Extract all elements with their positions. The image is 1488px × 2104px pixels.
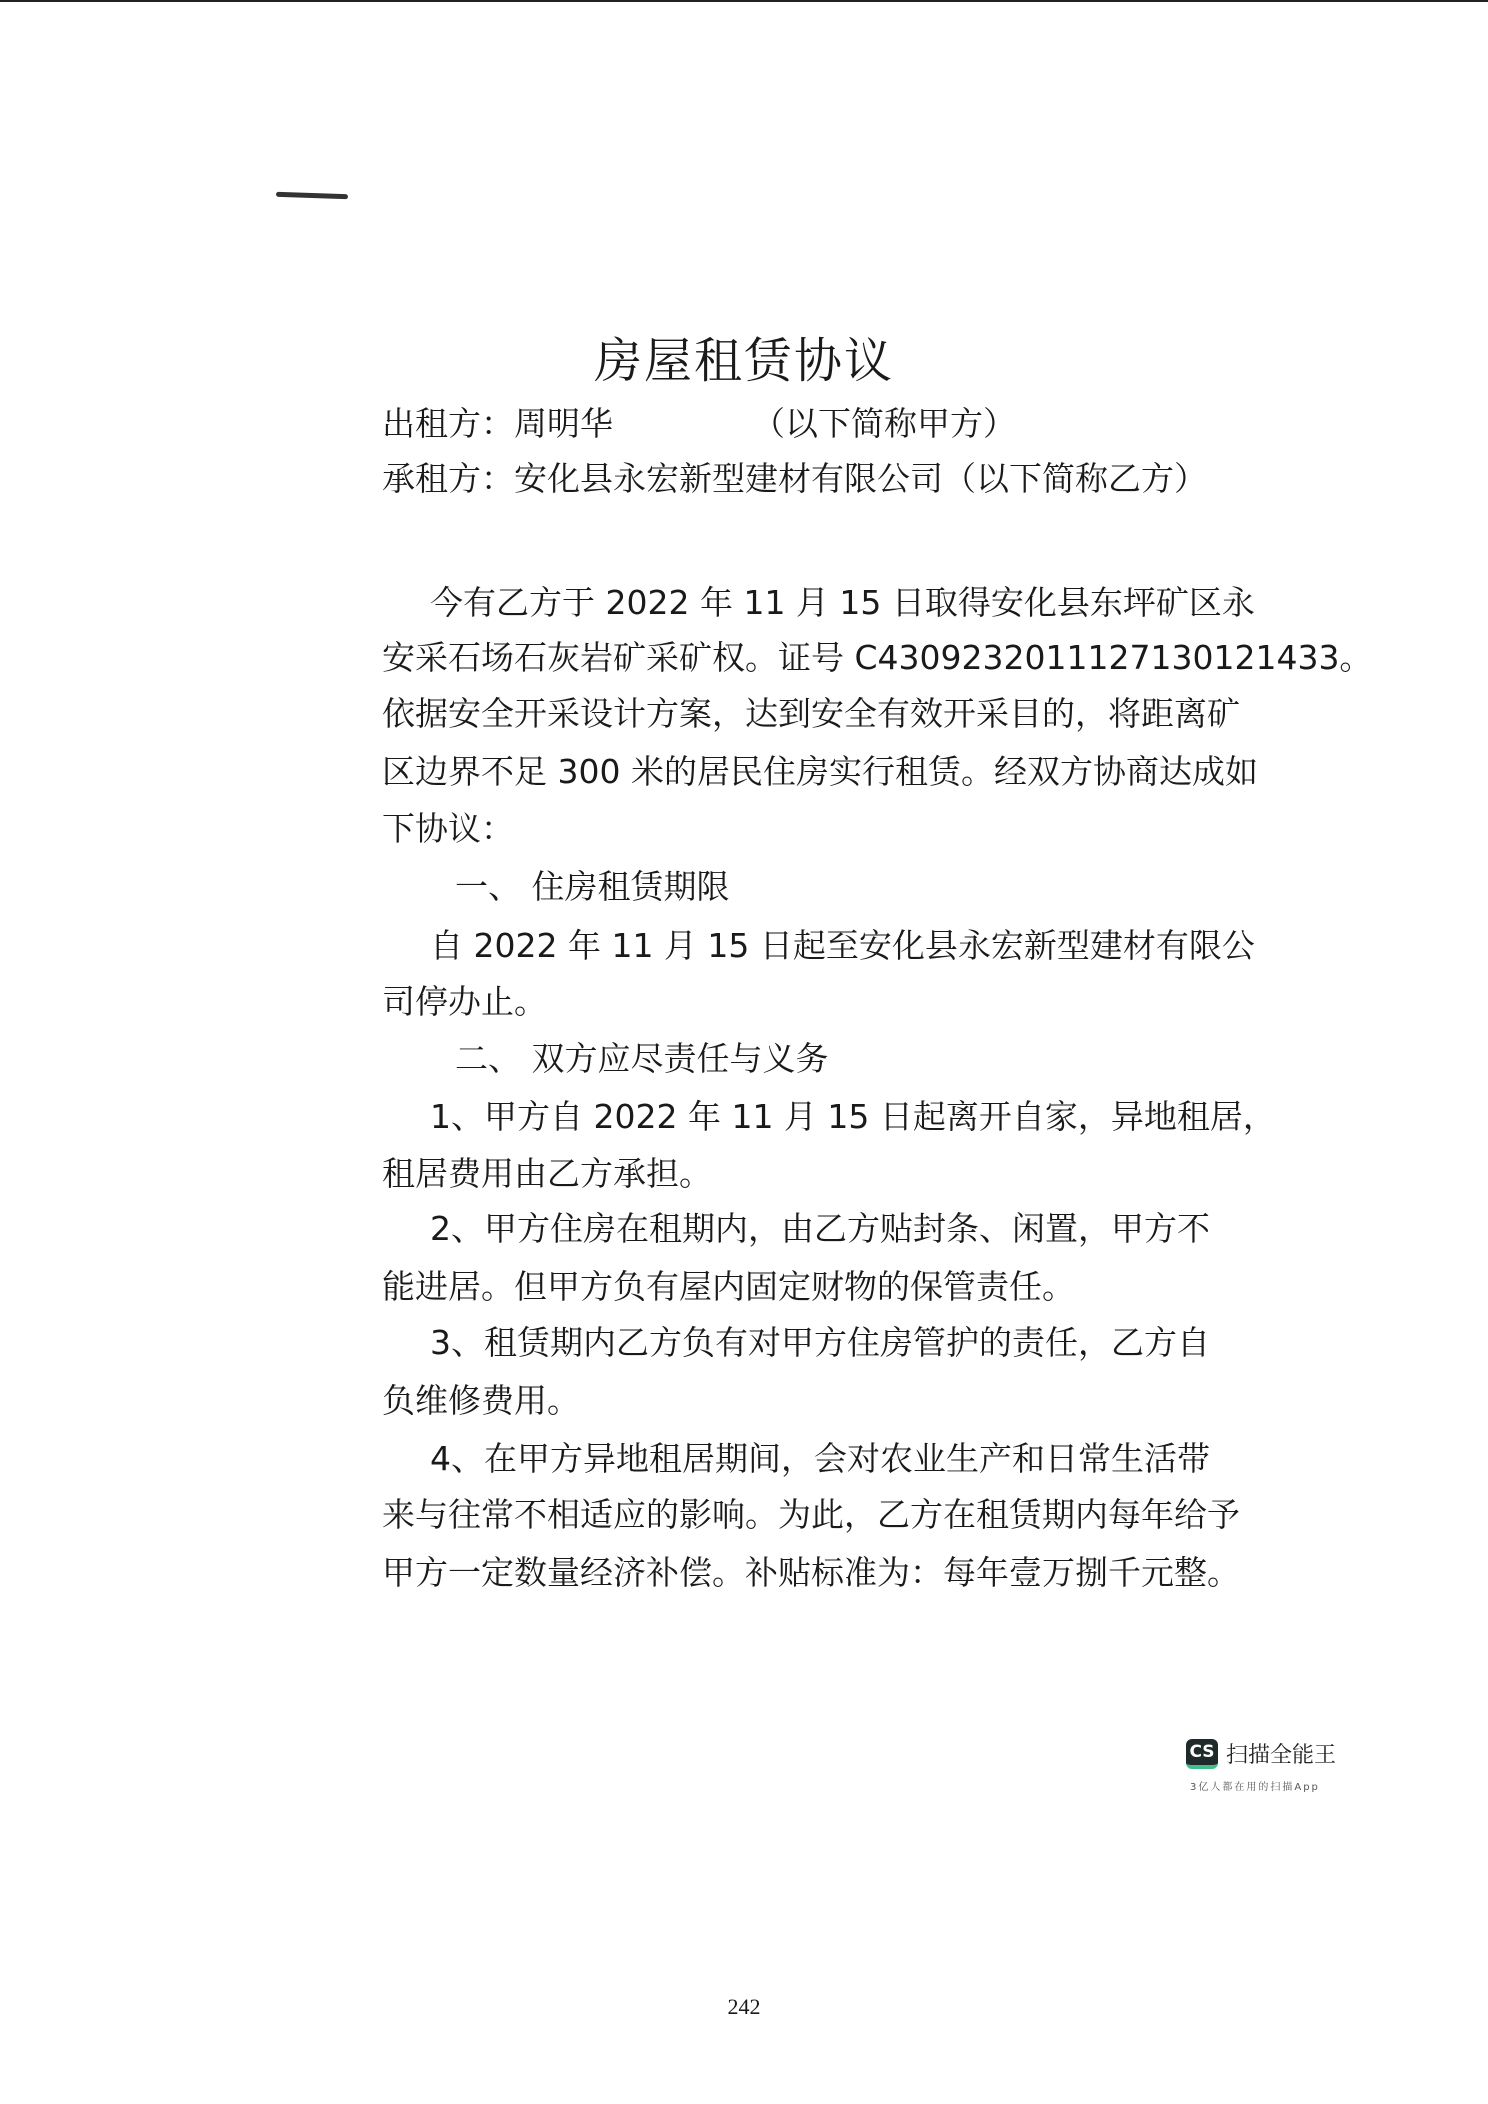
lessor-label: 出租方：周明华 bbox=[382, 404, 613, 443]
section-heading: 一、 住房租赁期限 bbox=[455, 867, 730, 906]
camscanner-logo-icon: CS bbox=[1186, 1739, 1218, 1769]
body-line: 甲方一定数量经济补偿。补贴标准为：每年壹万捌千元整。 bbox=[382, 1553, 1240, 1592]
body-line: 能进居。但甲方负有屋内固定财物的保管责任。 bbox=[382, 1267, 1075, 1306]
body-line: 3、租赁期内乙方负有对甲方住房管护的责任，乙方自 bbox=[430, 1323, 1210, 1362]
body-line: 司停办止。 bbox=[382, 982, 547, 1021]
body-line: 2、甲方住房在租期内，由乙方贴封条、闲置，甲方不 bbox=[430, 1209, 1210, 1248]
watermark-name: 扫描全能王 bbox=[1226, 1743, 1337, 1768]
body-line: 下协议： bbox=[382, 809, 514, 848]
body-line: 自 2022 年 11 月 15 日起至安化县永宏新型建材有限公 bbox=[430, 926, 1255, 965]
body-line: 1、甲方自 2022 年 11 月 15 日起离开自家，异地租居， bbox=[430, 1097, 1276, 1136]
body-line: 依据安全开采设计方案，达到安全有效开采目的，将距离矿 bbox=[382, 694, 1240, 733]
lessor-note: （以下简称甲方） bbox=[752, 404, 1016, 443]
body-line: 来与往常不相适应的影响。为此，乙方在租赁期内每年给予 bbox=[382, 1495, 1240, 1534]
lessee-line: 承租方：安化县永宏新型建材有限公司（以下简称乙方） bbox=[382, 459, 1207, 498]
body-line: 4、在甲方异地租居期间，会对农业生产和日常生活带 bbox=[430, 1439, 1210, 1478]
scan-border bbox=[0, 0, 1488, 2]
body-line: 租居费用由乙方承担。 bbox=[382, 1154, 712, 1193]
body-line: 安采石场石灰岩矿采矿权。证号 C4309232011127130121433。 bbox=[382, 638, 1373, 677]
body-line: 负维修费用。 bbox=[382, 1381, 580, 1420]
watermark-tagline: 3亿人都在用的扫描App bbox=[1190, 1782, 1320, 1793]
scanner-watermark bbox=[1186, 1738, 1336, 1769]
pen-mark bbox=[276, 192, 348, 200]
body-line: 区边界不足 300 米的居民住房实行租赁。经双方协商达成如 bbox=[382, 752, 1258, 791]
section-heading: 二、 双方应尽责任与义务 bbox=[455, 1039, 829, 1078]
page-number: 242 bbox=[727, 1994, 761, 2019]
body-line: 今有乙方于 2022 年 11 月 15 日取得安化县东坪矿区永 bbox=[430, 583, 1255, 622]
document-title: 房屋租赁协议 bbox=[593, 333, 894, 389]
